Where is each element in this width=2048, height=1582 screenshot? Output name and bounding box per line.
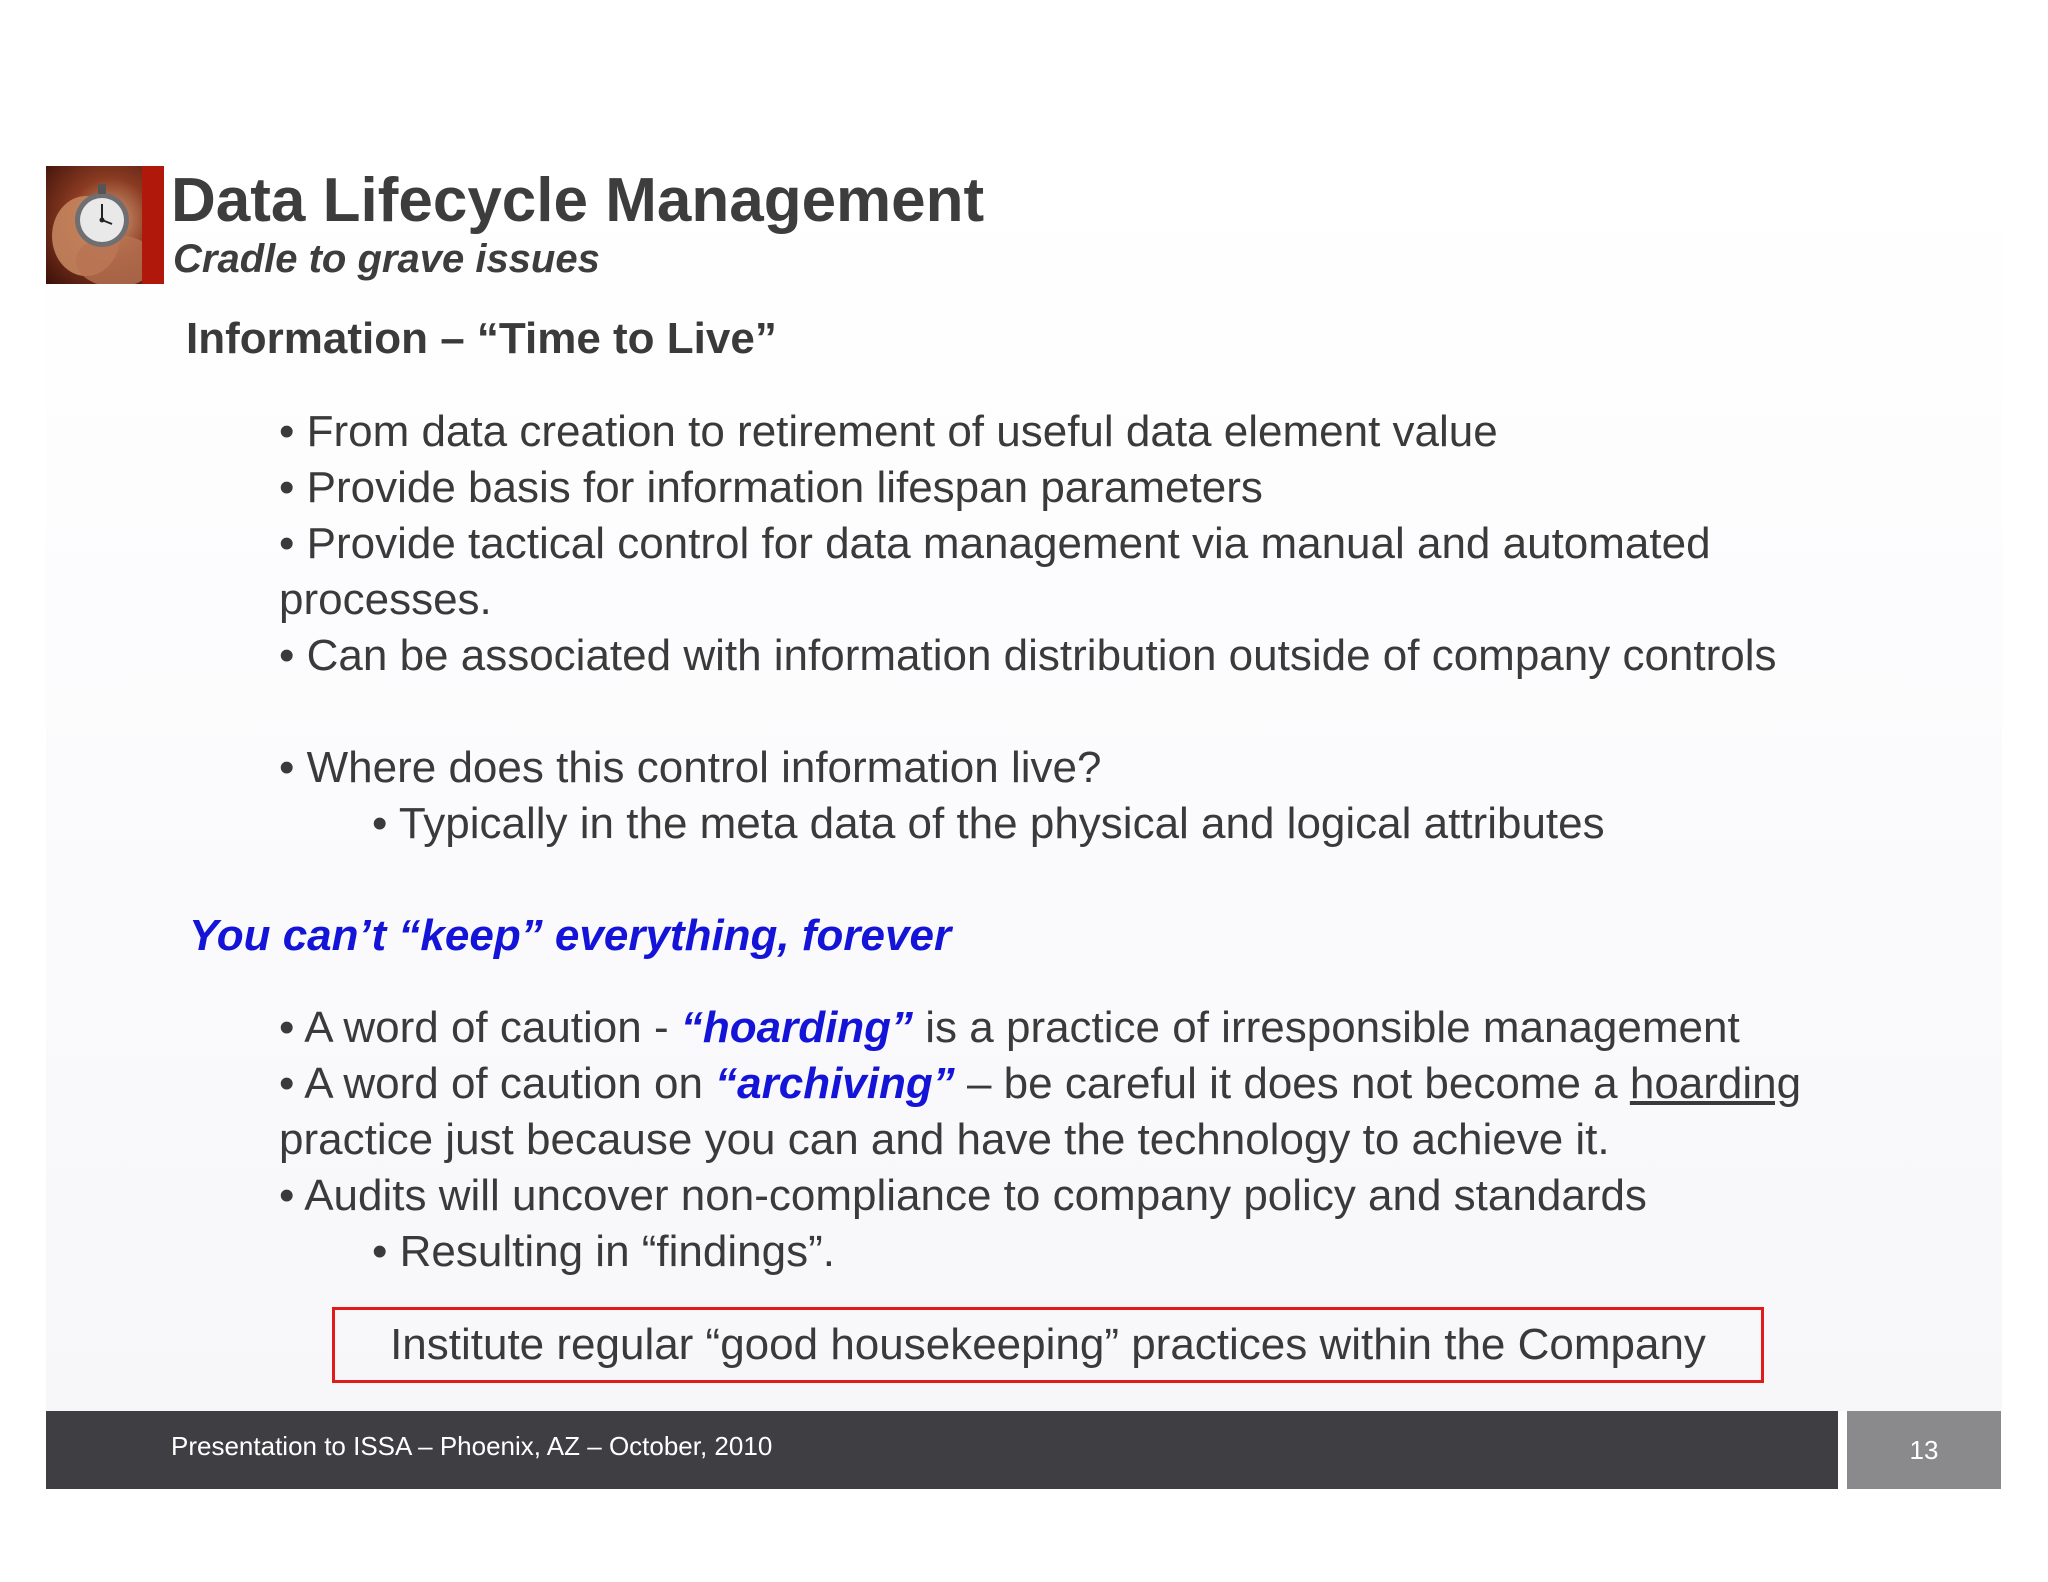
caution-prefix: • A word of caution - [279,1003,681,1052]
caution-hoarding-item [279,1000,1919,1056]
page-number: 13 [1847,1411,2001,1489]
bullet-item: • Can be associated with information distribution outside of company controls [279,631,1777,680]
sub-bullet-item: • Typically in the meta data of the physical and logical attributes [372,799,1605,848]
bullet-item: • Where does this control information live? [279,743,1102,792]
caution-bullet-list [279,1000,1919,1280]
caution-prefix: • A word of caution on [279,1059,716,1108]
caution-suffix: is a practice of irresponsible management [913,1003,1740,1052]
section-heading-keep-everything: You can’t “keep” everything, forever [189,911,952,960]
caution-suffix: practice just because you can and have the technology to achieve it. [279,1115,1610,1164]
slide-subtitle: Cradle to grave issues [173,237,600,281]
bullet-item: • Provide tactical control for data management via manual and automated processes. [279,519,1711,624]
archiving-emphasis: “archiving” [715,1059,955,1108]
caution-middle: – be careful it does not become a [954,1059,1630,1108]
spacer [279,684,1919,740]
sub-bullet-item: • Resulting in “findings”. [372,1227,835,1276]
time-to-live-bullet-list [279,404,1919,852]
footer-text: Presentation to ISSA – Phoenix, AZ – October, 2010 [171,1431,773,1461]
stopwatch-icon [46,166,164,284]
section-heading-time-to-live: Information – “Time to Live” [186,314,777,363]
housekeeping-callout: Institute regular “good housekeeping” practices within the Company [332,1307,1764,1383]
slide-title: Data Lifecycle Management [171,166,985,235]
hoarding-emphasis: “hoarding” [680,1003,914,1052]
bullet-item: • Audits will uncover non-compliance to company policy and standards [279,1171,1647,1220]
bullet-item: • Provide basis for information lifespan parameters [279,463,1263,512]
hoarding-underlined: hoarding [1629,1059,1802,1108]
caution-archiving-item [279,1056,1919,1168]
bullet-item: • From data creation to retirement of useful data element value [279,407,1498,456]
